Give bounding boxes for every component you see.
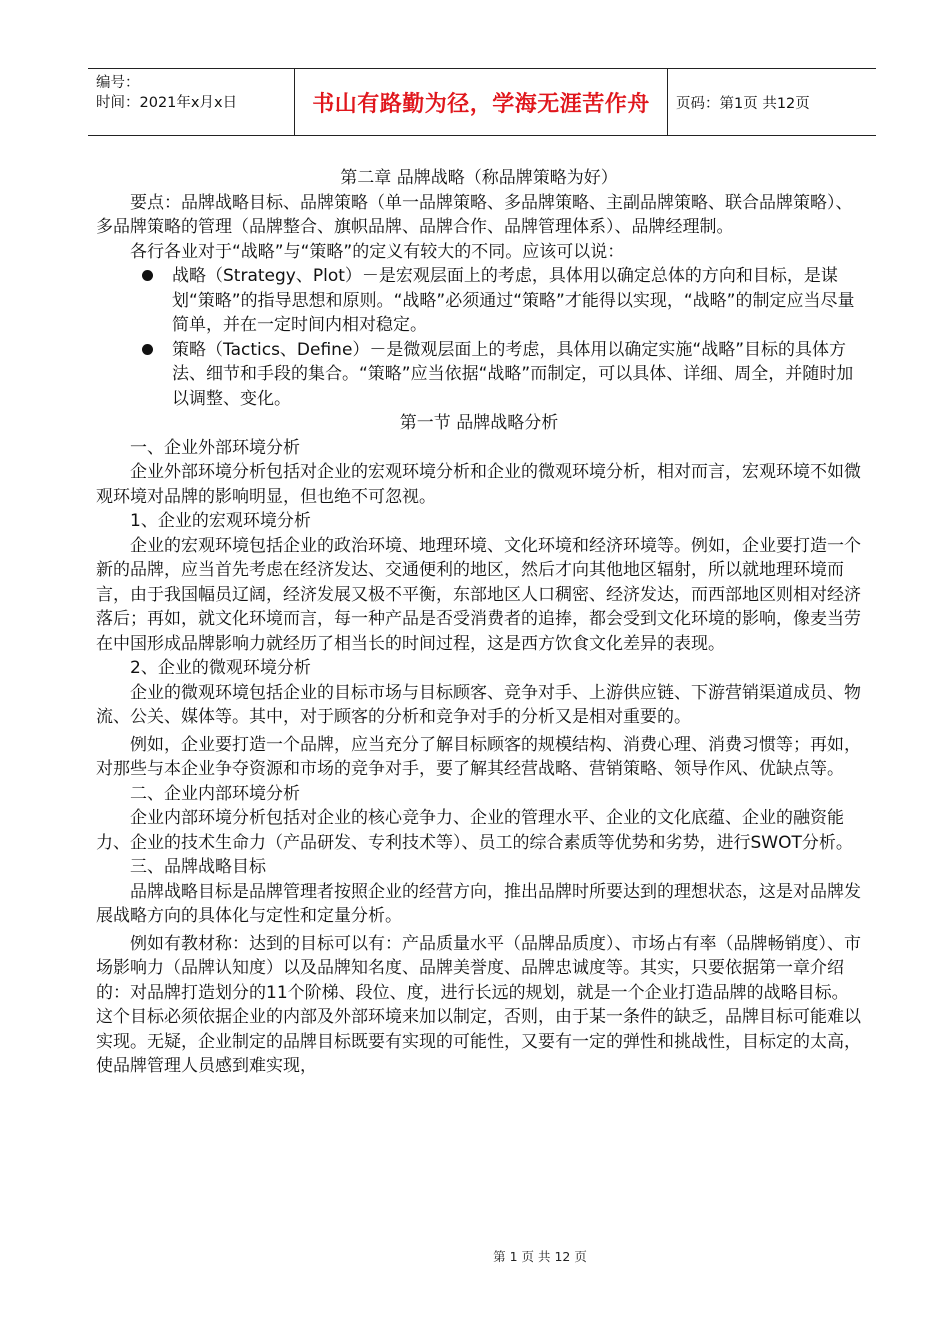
page-footer	[0, 1247, 950, 1265]
document-body	[96, 166, 862, 1079]
bullet-text: 策略（Tactics、Define）－是微观层面上的考虑，具体用以确定实施“战略”目标的具体方法、细节和手段的集合。“策略”应当依据“战略”而制定，可以具体、详细、周全，并随时加以调整、变化。	[172, 339, 854, 409]
intro-paragraph: 各行各业对于“战略”与“策略”的定义有较大的不同。应该可以说：	[130, 241, 625, 262]
heading-micro-env: 2、企业的微观环境分析	[130, 658, 311, 678]
number-label: 编号：	[96, 75, 140, 91]
bullet-text: 战略（Strategy、Plot）－是宏观层面上的考虑，具体用以确定总体的方向和目标，是谋划“策略”的指导思想和原则。“战略”必须通过“策略”才能得以实现，“战略”的制定应当尽量简单，并在一定时间内相对稳定。	[172, 266, 855, 335]
bullet-item-tactics	[96, 338, 862, 412]
footer-page-number: 第 1 页 共 12 页	[493, 1249, 587, 1264]
bullet-dot-icon	[142, 270, 153, 281]
paragraph: 企业外部环境分析包括对企业的宏观环境分析和企业的微观环境分析，相对而言，宏观环境不如微观环境对品牌的影响明显，但也绝不可忽视。	[96, 462, 861, 507]
paragraph: 例如有教材称：达到的目标可以有：产品质量水平（品牌品质度）、市场占有率（品牌畅销度）、市场影响力（品牌认知度）以及品牌知名度、品牌美誉度、品牌忠诚度等。其实，只要依据第一章介绍的：对品牌打造划分的11个阶梯、段位、度，进行长远的规划，就是一个企业打造品牌的战略目标。这个目标必须依据企业的内部及外部环境来加以制定，否则，由于某一条件的缺乏，品牌目标可能难以实现。无疑，企业制定的品牌目标既要有实现的可能性，又要有一定的弹性和挑战性，目标定的太高，使品牌管理人员感到难实现，	[96, 933, 861, 1076]
header-meta	[88, 69, 294, 135]
paragraph: 企业的宏观环境包括企业的政治环境、地理环境、文化环境和经济环境等。例如，企业要打造一个新的品牌，应当首先考虑在经济发达、交通便利的地区，然后才向其他地区辐射，所以就地理环境而言，由于我国幅员辽阔，经济发展又极不平衡，东部地区人口稠密、经济发达，而西部地区则相对经济落后；再如，就文化环境而言，每一种产品是否受消费者的追捧，都会受到文化环境的影响，像麦当劳在中国形成品牌影响力就经历了相当长的时间过程，这是西方饮食文化差异的表现。	[96, 535, 861, 654]
page-header	[88, 68, 876, 136]
page-label: 页码：第1页 共12页	[676, 95, 810, 112]
heading-external-env: 一、企业外部环境分析	[130, 437, 300, 458]
paragraph: 例如，企业要打造一个品牌，应当充分了解目标顾客的规模结构、消费心理、消费习惯等；再如，对那些与本企业争夺资源和市场的竞争对手，要了解其经营战略、营销策略、领导作风、优缺点等。	[96, 734, 861, 779]
motto-text: 书山有路勤为径，学海无涯苦作舟	[312, 91, 650, 117]
header-page	[668, 69, 876, 135]
paragraph: 企业的微观环境包括企业的目标市场与目标顾客、竞争对手、上游供应链、下游营销渠道成员、物流、公关、媒体等。其中，对于顾客的分析和竞争对手的分析又是相对重要的。	[96, 682, 861, 727]
key-points: 要点：品牌战略目标、品牌策略（单一品牌策略、多品牌策略、主副品牌策略、联合品牌策略）、多品牌策略的管理（品牌整合、旗帜品牌、品牌合作、品牌管理体系）、品牌经理制。	[96, 192, 853, 237]
section-title: 第一节 品牌战略分析	[399, 413, 559, 433]
time-label: 时间：2021年x月x日	[96, 95, 238, 111]
heading-brand-goal: 三、品牌战略目标	[130, 857, 266, 877]
chapter-title: 第二章 品牌战略（称品牌策略为好）	[340, 168, 618, 188]
heading-internal-env: 二、企业内部环境分析	[130, 783, 300, 804]
paragraph: 企业内部环境分析包括对企业的核心竞争力、企业的管理水平、企业的文化底蕴、企业的融资能力、企业的技术生命力（产品研发、专利技术等）、员工的综合素质等优势和劣势，进行SWOT分析。	[96, 808, 853, 853]
heading-macro-env: 1、企业的宏观环境分析	[130, 511, 311, 531]
header-motto	[294, 69, 668, 135]
paragraph: 品牌战略目标是品牌管理者按照企业的经营方向，推出品牌时所要达到的理想状态，这是对品牌发展战略方向的具体化与定性和定量分析。	[96, 881, 861, 926]
bullet-item-strategy	[96, 264, 862, 338]
bullet-dot-icon	[142, 344, 153, 355]
